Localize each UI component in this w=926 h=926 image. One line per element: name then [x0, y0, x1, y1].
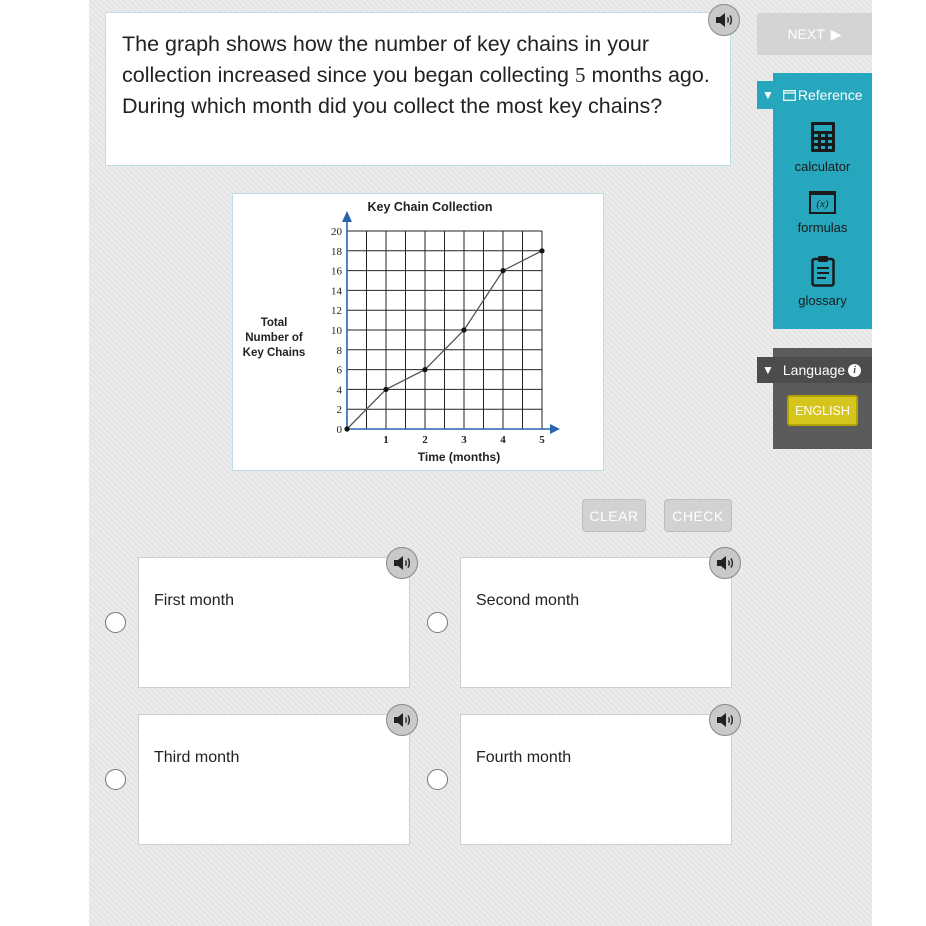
data-point — [461, 327, 466, 332]
choice-radio-fourth-month[interactable] — [427, 769, 448, 790]
y-tick-label: 2 — [336, 404, 342, 417]
info-icon[interactable]: i — [848, 364, 861, 377]
speaker-icon — [715, 12, 733, 28]
language-tab[interactable] — [757, 357, 872, 383]
chart-title: Key Chain Collection — [367, 200, 493, 214]
next-button[interactable] — [757, 13, 872, 55]
y-tick-label: 12 — [331, 305, 342, 318]
choice-card-first-month[interactable] — [138, 557, 410, 688]
glossary-icon — [811, 255, 835, 287]
calculator-icon — [810, 121, 836, 153]
choice-card-fourth-month[interactable] — [460, 714, 732, 845]
glossary-label: glossary — [798, 293, 847, 308]
clear-button[interactable] — [582, 499, 646, 532]
speaker-icon — [716, 555, 734, 571]
data-point — [422, 367, 427, 372]
x-tick-label: 5 — [539, 434, 545, 446]
formulas-label: formulas — [797, 220, 848, 235]
graph-box — [232, 193, 604, 471]
glossary-tool[interactable] — [773, 255, 872, 308]
key-chain-chart — [233, 194, 605, 472]
y-tick-label: 10 — [331, 325, 342, 337]
chart-x-axis-label: Time (months) — [417, 450, 501, 464]
chart-y-label-line: Number of — [245, 332, 303, 344]
question-text — [122, 29, 712, 122]
question-audio-button[interactable] — [708, 4, 740, 36]
choice-radio-second-month[interactable] — [427, 612, 448, 633]
x-axis-arrow — [550, 424, 560, 434]
chart-y-label-line: Key Chains — [242, 347, 306, 359]
x-tick-label: 1 — [383, 434, 389, 446]
reference-book-icon — [783, 90, 796, 101]
choice-card-second-month[interactable] — [460, 557, 732, 688]
data-point — [539, 248, 544, 253]
choice-label: First month — [154, 592, 235, 609]
english-language-button[interactable] — [787, 395, 858, 426]
language-title: Language — [782, 362, 846, 378]
choice-label: Second month — [476, 592, 580, 609]
y-tick-label: 8 — [336, 344, 342, 357]
y-axis-arrow — [342, 211, 352, 222]
check-button[interactable] — [664, 499, 732, 532]
clear-button-label: CLEAR — [589, 507, 639, 524]
speaker-icon — [716, 712, 734, 728]
formulas-icon — [809, 191, 836, 214]
next-arrow-icon: ▶ — [830, 25, 842, 42]
calculator-label: calculator — [794, 159, 851, 174]
check-button-label: CHECK — [672, 507, 724, 524]
x-tick-label: 2 — [422, 434, 428, 446]
collapse-triangle-icon: ▼ — [762, 88, 774, 102]
calculator-tool[interactable] — [773, 121, 872, 174]
question-text-part-b: months ago. During which month did you collect the most key chains? — [122, 63, 710, 118]
reference-tab[interactable] — [757, 81, 872, 109]
chart-y-label-line: Total — [260, 317, 288, 329]
english-language-label: ENGLISH — [795, 403, 850, 418]
x-tick-label: 4 — [500, 434, 506, 446]
y-tick-label: 20 — [331, 226, 342, 238]
y-tick-label: 16 — [331, 265, 342, 278]
y-tick-label: 4 — [336, 384, 342, 397]
data-point — [500, 268, 505, 273]
choice-radio-third-month[interactable] — [105, 769, 126, 790]
choice-card-third-month[interactable] — [138, 714, 410, 845]
page-margin-left — [0, 0, 89, 926]
data-point — [383, 387, 388, 392]
x-tick-label: 3 — [461, 434, 467, 446]
y-tick-label: 14 — [331, 285, 342, 298]
reference-title: Reference — [797, 87, 863, 103]
choice-radio-first-month[interactable] — [105, 612, 126, 633]
question-text-part-a: The graph shows how the number of key chains in your collection increased since you began collecting — [122, 32, 650, 87]
formulas-tool[interactable] — [773, 191, 872, 235]
choice-label: Fourth month — [476, 749, 572, 766]
collapse-triangle-icon: ▼ — [762, 363, 774, 377]
question-months-number: 5 — [574, 63, 586, 87]
y-tick-label: 0 — [336, 424, 342, 436]
data-point — [344, 426, 349, 431]
speaker-icon — [393, 555, 411, 571]
choice-audio-button[interactable] — [709, 547, 741, 579]
formulas-glyph: (x) — [816, 197, 829, 210]
page-margin-right — [872, 0, 926, 926]
choice-audio-button[interactable] — [386, 704, 418, 736]
speaker-icon — [393, 712, 411, 728]
next-button-label: NEXT — [787, 26, 825, 42]
chart-y-axis-label — [243, 317, 306, 359]
y-tick-label: 6 — [336, 364, 342, 377]
choice-label: Third month — [154, 749, 240, 766]
question-box — [105, 12, 731, 166]
choice-audio-button[interactable] — [386, 547, 418, 579]
y-tick-label: 18 — [331, 245, 342, 258]
choice-audio-button[interactable] — [709, 704, 741, 736]
